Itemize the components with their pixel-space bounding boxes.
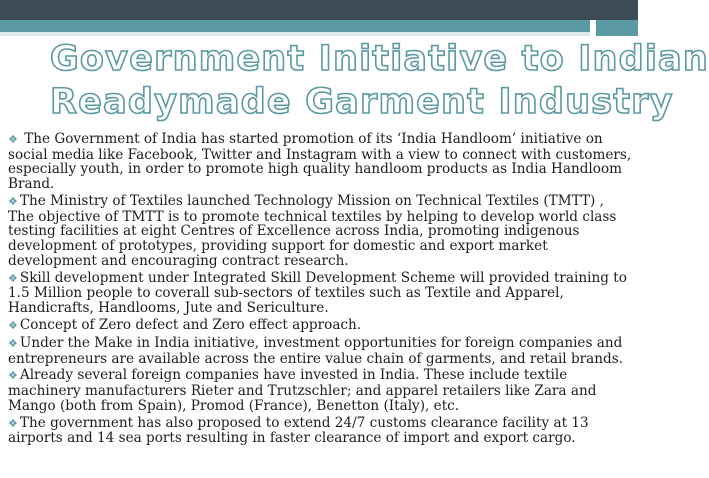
list-item	[8, 194, 634, 269]
diamond-bullet-icon: ❖	[8, 416, 18, 430]
list-item-text: Already several foreign companies have invested in India. These include textile machinery manufacturers Rieter and Trutzschler; and apparel retailers like Zara and Mango (both from Spain), Promod (France), Benetton (Italy), etc.	[8, 367, 597, 414]
list-item-text: Concept of Zero defect and Zero effect approach.	[19, 317, 362, 333]
bullet-list	[8, 132, 634, 448]
list-item-text: Skill development under Integrated Skill Development Scheme will provided training to 1.5 Million people to coverall sub-sectors of textiles such as Textile and Apparel, Handicrafts, Handlooms, Jute and Sericulture.	[8, 269, 627, 317]
list-item-text: Under the Make in India initiative, investment opportunities for foreign companies and entrepreneurs are available across the entire value chain of garments, and retail brands.	[8, 334, 624, 367]
list-item	[8, 416, 634, 446]
diamond-bullet-icon: ❖	[8, 195, 18, 208]
header-dark-bar	[0, 0, 638, 20]
list-item-text: The Government of India has started promotion of its ‘India Handloom’ initiative on social media like Facebook, Twitter and Instagram with a view to connect with customers, especially youth, in order to promote high quality handloom products as India Handloom Brand.	[8, 131, 632, 193]
header-corner-box	[596, 20, 638, 36]
diamond-bullet-icon: ❖	[8, 319, 18, 332]
slide-title-line-2: Readymade Garment Industry	[50, 82, 674, 122]
slide-title-line-1: Government Initiative to Indian	[50, 39, 709, 79]
list-item	[8, 336, 634, 366]
list-item-text: The government has also proposed to extend 24/7 customs clearance facility at 13 airports and 14 sea ports resulting in faster clearance of import and export cargo.	[8, 414, 589, 447]
list-item	[8, 318, 634, 334]
diamond-bullet-icon: ❖	[8, 271, 18, 285]
diamond-bullet-icon: ❖	[8, 336, 18, 350]
slide-title	[50, 38, 709, 124]
list-item	[8, 132, 634, 192]
list-item	[8, 271, 634, 316]
header-accent-bar	[0, 20, 590, 32]
list-item	[8, 368, 634, 413]
diamond-bullet-icon: ❖	[8, 369, 18, 383]
header-light-bar	[0, 32, 590, 36]
list-item-text: The Ministry of Textiles launched Technology Mission on Technical Textiles (TMTT) , The objective of TMTT is to promote technical textiles by helping to develop world class testing facilities at eight Centres of Excellence across India, promoting indigenous development of prototypes, providing support for domestic and export market development and encouraging contract research.	[8, 193, 617, 269]
diamond-bullet-icon: ❖	[8, 133, 18, 146]
